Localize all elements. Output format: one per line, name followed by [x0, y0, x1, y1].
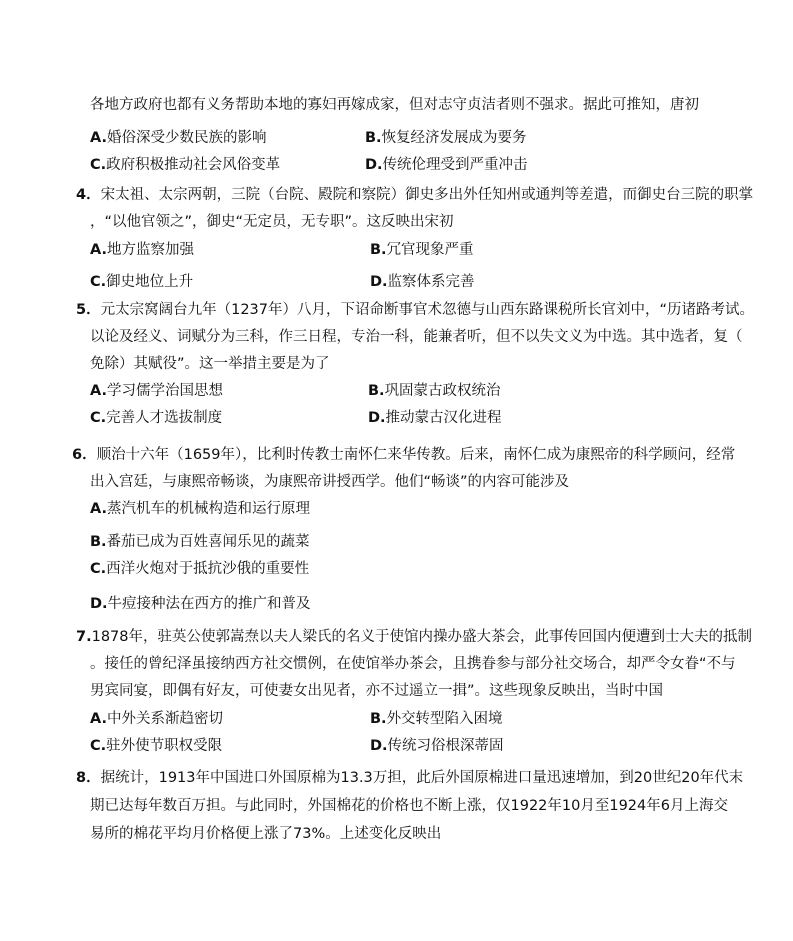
q7-stem-line-2: 。接任的曾纪泽虽接纳西方社交惯例，在使馆举办茶会，且携眷参与部分社交场合，却严令女眷“不与: [90, 656, 736, 672]
q6-stem-line-1: [72, 445, 735, 465]
option-label: C.: [90, 561, 107, 577]
q4-option-a: [90, 240, 194, 260]
q7-stem-line-1: [76, 627, 752, 647]
option-label: C.: [90, 274, 107, 290]
option-text: 学习儒学治国思想: [107, 383, 223, 399]
q8-line-1: 据统计，1913年中国进口外国原棉为13.3万担，此后外国原棉进口量迅速增加，到20世纪20年代末: [100, 770, 744, 786]
option-text: 冗官现象严重: [386, 242, 474, 258]
q8-stem-line-3: 易所的棉花平均月价格便上涨了73%。上述变化反映出: [90, 826, 442, 842]
q5-stem-line-2: 以论及经义、词赋分为三科，作三日程，专治一科，能兼者听，但不以失文义为中选。其中选者，复（: [90, 329, 743, 345]
q8-stem-line-1: [76, 768, 743, 788]
q7-option-d: [370, 736, 504, 756]
q3-option-b: [365, 128, 527, 148]
q3-stem-tail: 各地方政府也都有义务帮助本地的寡妇再嫁成家，但对志守贞洁者则不强求。据此可推知，唐初: [90, 97, 699, 113]
q6-option-b: [90, 532, 310, 552]
q7-number: 7.: [76, 629, 92, 645]
q7-option-a: [90, 709, 223, 729]
option-text: 完善人才选拔制度: [106, 410, 223, 426]
option-label: B.: [90, 534, 107, 550]
q5-line-1: 元太宗窝阔台九年（1237年）八月，下诏命断事官术忽德与山西东路课税所长官刘中，“历诸路考试。: [100, 302, 755, 318]
q5-stem-line-3: 免除）其赋役”。这一举措主要是为了: [90, 356, 330, 372]
option-label: A.: [90, 242, 107, 258]
q5-number: 5．: [76, 302, 101, 318]
q6-option-d: [90, 594, 311, 614]
option-label: A.: [90, 383, 107, 399]
option-label: A.: [90, 501, 107, 517]
q5-option-b: [368, 381, 501, 401]
option-text: 牛痘接种法在西方的推广和普及: [107, 596, 311, 612]
q6-stem-line-2: 出入宫廷，与康熙帝畅谈，为康熙帝讲授西学。他们“畅谈”的内容可能涉及: [90, 474, 570, 490]
option-label: B.: [370, 711, 387, 727]
option-label: C.: [90, 410, 107, 426]
q5-option-d: [368, 408, 502, 428]
option-label: A.: [90, 130, 107, 146]
q8-stem-line-2: 期已达每年数百万担。与此同时，外国棉花的价格也不断上涨，仅1922年10月至1924年6月上海交: [90, 798, 728, 814]
q7-stem-line-3: 男宾同宴，即偶有好友，可使妻女出见者，亦不过遥立一揖”。这些现象反映出，当时中国: [90, 683, 664, 699]
option-label: B.: [370, 242, 387, 258]
option-text: 御史地位上升: [106, 274, 194, 290]
q7-option-b: [370, 709, 503, 729]
option-label: D.: [370, 738, 388, 754]
option-text: 地方监察加强: [107, 242, 194, 258]
option-label: B.: [365, 130, 382, 146]
q6-option-c: [90, 559, 309, 579]
option-label: D.: [370, 274, 388, 290]
option-text: 驻外使节职权受限: [106, 738, 223, 754]
option-text: 中外关系渐趋密切: [107, 711, 223, 727]
option-text: 西洋火炮对于抵抗沙俄的重要性: [106, 561, 310, 577]
q8-number: 8．: [76, 770, 101, 786]
option-label: A.: [90, 711, 107, 727]
option-text: 推动蒙古汉化进程: [385, 410, 502, 426]
q6-number: 6．: [72, 447, 97, 463]
q3-option-d: [365, 155, 528, 175]
option-text: 传统伦理受到严重冲击: [382, 157, 528, 173]
option-text: 巩固蒙古政权统治: [384, 383, 501, 399]
option-label: D.: [365, 157, 383, 173]
q4-number: 4．: [76, 187, 101, 203]
q7-line-1: 1878年，驻英公使郭嵩焘以夫人梁氏的名义于使馆内操办盛大茶会，此事传回国内便遭到士大夫的抵制: [91, 629, 753, 645]
option-label: D.: [90, 596, 108, 612]
option-text: 监察体系完善: [387, 274, 475, 290]
q4-line-1: 宋太祖、太宗两朝，三院（台院、殿院和察院）御史多出外任知州或通判等差遣，而御史台三院的职掌: [100, 187, 754, 203]
option-text: 番茄已成为百姓喜闻乐见的蔬菜: [106, 534, 310, 550]
option-label: B.: [368, 383, 385, 399]
q5-option-a: [90, 381, 223, 401]
q3-option-a: [90, 128, 267, 148]
q6-option-a: [90, 499, 310, 519]
option-label: C.: [90, 738, 107, 754]
q4-option-c: [90, 272, 193, 292]
q5-option-c: [90, 408, 222, 428]
option-label: D.: [368, 410, 386, 426]
q3-option-c: [90, 155, 280, 175]
option-text: 传统习俗根深蒂固: [387, 738, 504, 754]
option-text: 外交转型陷入困境: [386, 711, 503, 727]
q4-stem-line-1: [76, 185, 753, 205]
q5-stem-line-1: [76, 300, 754, 320]
option-text: 婚俗深受少数民族的影响: [107, 130, 267, 146]
option-text: 恢复经济发展成为要务: [381, 130, 527, 146]
q4-option-b: [370, 240, 474, 260]
q4-stem-line-2: ，“以他官领之”，御史“无定员，无专职”。这反映出宋初: [90, 214, 454, 230]
option-text: 蒸汽机车的机械构造和运行原理: [107, 501, 310, 517]
option-label: C.: [90, 157, 107, 173]
q4-option-d: [370, 272, 475, 292]
q6-line-1: 顺治十六年（1659年），比利时传教士南怀仁来华传教。后来，南怀仁成为康熙帝的科学顾问，经常: [96, 447, 736, 463]
q7-option-c: [90, 736, 222, 756]
option-text: 政府积极推动社会风俗变革: [106, 157, 281, 173]
